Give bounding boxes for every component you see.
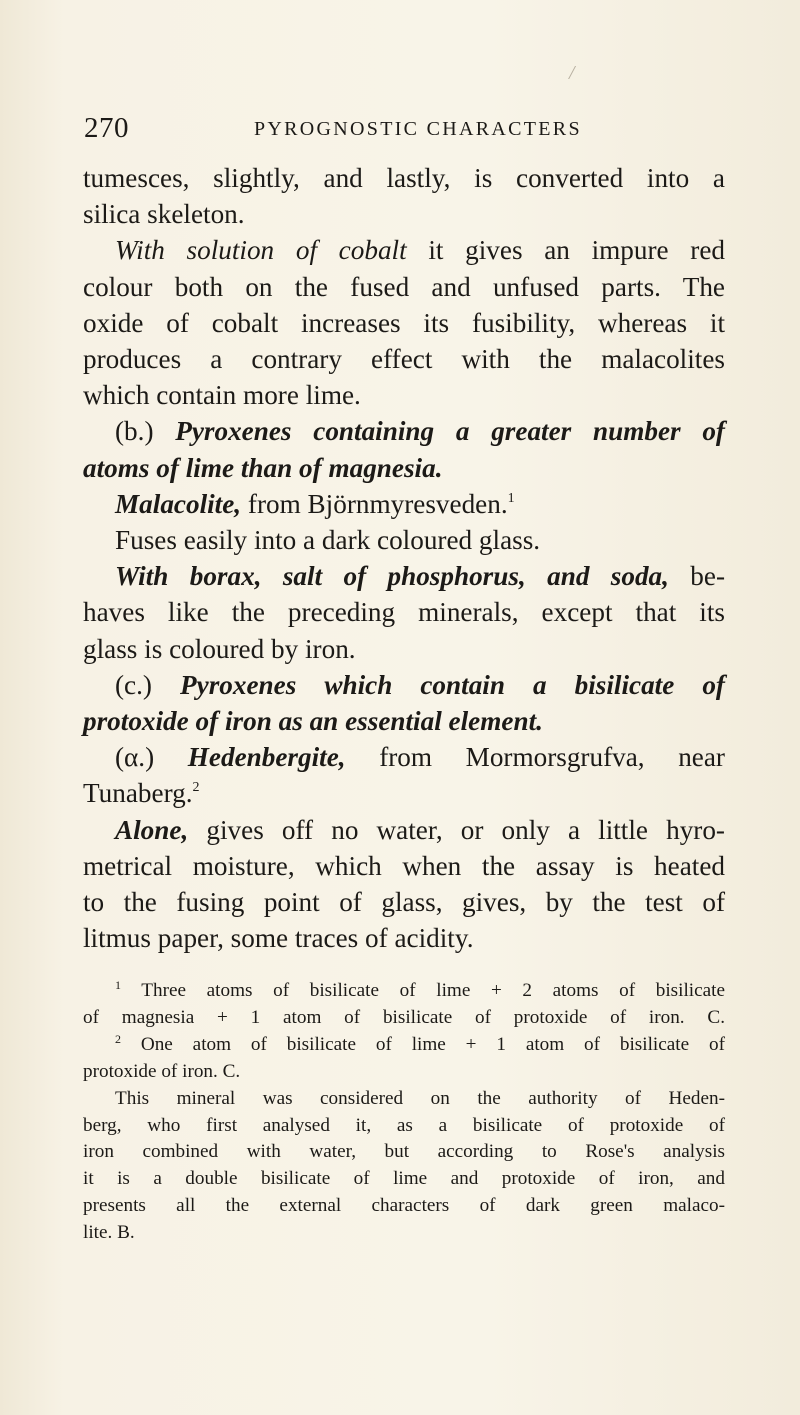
text-span: gives off no water, or only a little hyro-: [188, 814, 725, 845]
text-line: [83, 522, 725, 558]
text-line: [83, 305, 725, 341]
heading-text: atoms of lime than of magnesia.: [83, 452, 443, 483]
footnote-ref: 1: [507, 490, 515, 506]
body-text: [83, 160, 725, 956]
text-span: silica skeleton.: [83, 199, 245, 230]
footnote-note: [83, 1086, 725, 1113]
text-line: [83, 1220, 725, 1247]
text-line: [83, 920, 725, 956]
text-line: [83, 1059, 725, 1086]
section-label: (b.): [115, 416, 154, 447]
text-line: [83, 848, 725, 884]
text-line: [83, 558, 725, 594]
text-span: from Björnmyresveden.: [241, 488, 508, 519]
text-line: [83, 450, 725, 486]
text-line: [83, 703, 725, 739]
text-span: colour both on the fused and unfused parts. The: [83, 271, 725, 302]
text-span: glass is coloured by iron.: [83, 633, 356, 664]
text-line: [83, 196, 725, 232]
text-span: of magnesia + 1 atom of bisilicate of protoxide of iron. C.: [83, 1006, 725, 1028]
text-span: lite. B.: [83, 1222, 135, 1244]
italic-phrase: Alone,: [115, 814, 189, 845]
footnote-marker: 1: [115, 978, 121, 992]
text-line: [83, 269, 725, 305]
text-span: it is a double bisilicate of lime and protoxide of iron, and: [83, 1168, 725, 1190]
text-line: [83, 812, 725, 848]
text-line: [83, 341, 725, 377]
text-span: metrical moisture, which when the assay is heated: [83, 850, 725, 881]
text-line: [83, 1193, 725, 1220]
heading-text: protoxide of iron as an essential element.: [83, 706, 543, 737]
stray-mark: /: [569, 62, 575, 84]
text-line: [83, 1166, 725, 1193]
text-span: protoxide of iron. C.: [83, 1060, 241, 1082]
mineral-name: Malacolite,: [115, 488, 242, 519]
italic-phrase: With borax,: [115, 561, 262, 592]
text-line: [83, 377, 725, 413]
mineral-entry-malacolite: [83, 486, 725, 522]
text-span: This mineral was considered on the authority of Heden-: [115, 1087, 725, 1109]
text-span: Fuses easily into a dark coloured glass.: [115, 525, 541, 556]
section-heading-b: [83, 413, 725, 449]
footnote-marker: 2: [115, 1031, 121, 1046]
text-span: tumesces, slightly, and lastly, is converted into a: [83, 163, 725, 193]
text-span: Tunaberg.: [83, 778, 193, 809]
text-line: [83, 160, 725, 196]
italic-phrase: and soda,: [525, 561, 669, 592]
text-line: [83, 884, 725, 920]
italic-phrase: With solution of cobalt: [115, 235, 407, 266]
text-span: which contain more lime.: [83, 380, 361, 411]
text-span: be-: [668, 561, 726, 592]
text-span: iron combined with water, but according to Rose's analysis: [83, 1141, 725, 1163]
footnotes: [83, 978, 725, 1247]
section-heading-c: [83, 667, 725, 703]
text-line: [83, 232, 725, 268]
section-label: (α.): [115, 742, 155, 773]
text-span: Three atoms of bisilicate of lime + 2 atoms of bisilicate: [121, 980, 725, 1001]
text-line: [83, 631, 725, 667]
text-span: oxide of cobalt increases its fusibility, whereas it: [83, 307, 725, 338]
text-span: One atom of bisilicate of lime + 1 atom of bisilicate of: [121, 1033, 725, 1055]
section-label: (c.): [115, 669, 152, 700]
page-header: [84, 112, 724, 152]
text-span: from Mormorsgrufva, near: [345, 742, 725, 773]
footnote-1: [83, 978, 725, 1005]
text-span: haves like the preceding minerals, except that its: [83, 597, 725, 628]
italic-phrase: salt of phosphorus,: [261, 561, 526, 592]
mineral-entry-hedenbergite: [83, 739, 725, 775]
text-line: [83, 594, 725, 630]
text-span: it gives an impure red: [406, 235, 725, 266]
mineral-name: Hedenbergite,: [154, 742, 346, 773]
text-span: litmus paper, some traces of acidity.: [83, 923, 474, 954]
text-span: to the fusing point of glass, gives, by the test of: [83, 887, 725, 918]
text-span: berg, who first analysed it, as a bisilicate of protoxide of: [83, 1114, 725, 1136]
text-span: presents all the external characters of dark green malaco-: [83, 1195, 725, 1217]
page-number: 270: [84, 112, 129, 144]
footnote-ref: 2: [192, 780, 200, 796]
text-line: [83, 1139, 725, 1166]
running-head: PYROGNOSTIC CHARACTERS: [254, 118, 582, 140]
text-line: [83, 1113, 725, 1140]
footnote-2: [83, 1032, 725, 1059]
heading-text: Pyroxenes containing a greater number of: [153, 416, 725, 447]
heading-text: Pyroxenes which contain a bisilicate of: [151, 669, 725, 700]
text-line: [83, 775, 725, 811]
text-span: produces a contrary effect with the malacolites: [83, 344, 725, 375]
text-line: [83, 1005, 725, 1032]
